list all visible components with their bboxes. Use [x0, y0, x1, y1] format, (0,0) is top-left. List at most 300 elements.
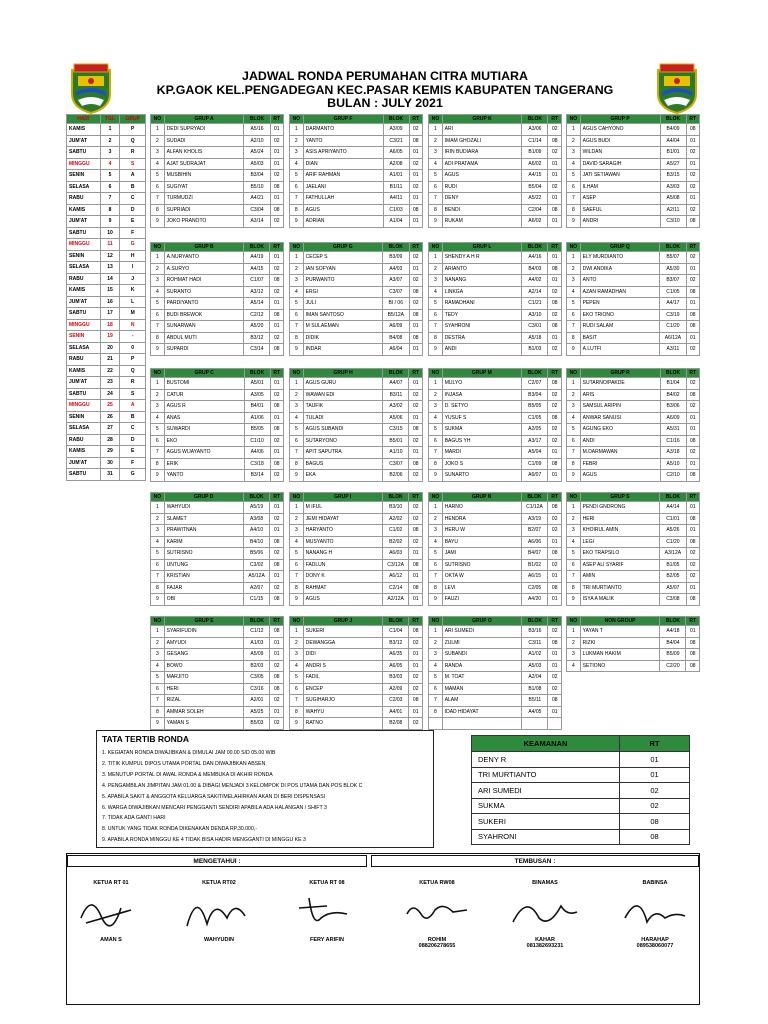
group-member-row	[429, 559, 562, 571]
member-no: 9	[567, 344, 581, 356]
member-name: ILHAM	[580, 181, 660, 193]
handwritten-signature	[397, 888, 477, 932]
group-member-row	[151, 548, 284, 560]
member-name: BAGUS YH	[442, 435, 521, 447]
signatory-phone: 081382693231	[526, 943, 564, 949]
calendar-cell: JUM'AT	[67, 457, 101, 469]
group-member-row	[567, 216, 700, 228]
empty-cell	[548, 718, 562, 730]
member-name: ZULMI	[442, 637, 522, 649]
member-name: RANDA	[442, 660, 522, 672]
calendar-row	[67, 124, 146, 136]
member-rt: 01	[270, 649, 284, 661]
group-member-row	[151, 718, 284, 730]
signature-block	[615, 880, 695, 949]
calendar-cell: SENIN	[67, 411, 101, 423]
group-member-row	[567, 502, 700, 514]
member-name: NANANG	[442, 275, 522, 287]
group-member-row	[567, 275, 700, 287]
member-rt: 01	[270, 637, 284, 649]
member-blok: A4/19	[244, 252, 270, 264]
member-rt: 08	[548, 412, 562, 424]
member-name: APIT SAPUTRA	[303, 447, 383, 459]
mengetahui-label: MENGETAHUI :	[67, 855, 367, 867]
member-rt: 01	[409, 412, 423, 424]
col-no-header: NO	[567, 617, 581, 626]
member-blok: B3/06	[660, 401, 686, 413]
group-member-row	[151, 193, 284, 205]
calendar-cell: K	[120, 285, 146, 297]
member-blok: A4/07	[383, 378, 409, 390]
member-rt: 08	[270, 536, 284, 548]
signature-section	[66, 853, 700, 1005]
member-name: M. TOAT	[442, 672, 522, 684]
calendar-cell: 20	[100, 342, 120, 354]
group-member-row	[151, 401, 284, 413]
group-member-row	[290, 660, 423, 672]
member-no: 4	[567, 536, 581, 548]
group-member-row	[429, 458, 562, 470]
member-name: PENDI GNDRONG	[580, 502, 660, 514]
member-no: 8	[290, 458, 304, 470]
calendar-cell: SELASA	[67, 342, 101, 354]
member-name: FADIL	[303, 672, 382, 684]
calendar-row	[67, 377, 146, 389]
member-rt: 01	[686, 525, 699, 537]
member-blok: B2/08	[383, 718, 409, 730]
group-table	[566, 114, 700, 228]
group-header-row	[290, 493, 423, 502]
member-no: 9	[290, 216, 304, 228]
member-rt: 02	[409, 470, 423, 482]
member-name: ASIS APRIYANTO	[303, 147, 383, 159]
col-no-header: NO	[567, 243, 581, 252]
member-name: LINKGA	[442, 286, 522, 298]
col-no-header: NO	[567, 369, 581, 378]
member-blok: C3/19	[660, 309, 686, 321]
signature-block	[505, 880, 585, 949]
member-rt: 01	[409, 594, 423, 606]
calendar-row	[67, 388, 146, 400]
member-blok: A3/18	[660, 447, 686, 459]
group-member-row	[290, 135, 423, 147]
member-blok: A5/27	[660, 158, 686, 170]
calendar-row	[67, 411, 146, 423]
col-rt-header: RT	[686, 617, 700, 626]
group-member-row	[429, 204, 562, 216]
group-table	[566, 616, 700, 672]
member-name: ISYA A MALIK	[580, 594, 660, 606]
member-name: AGUS	[303, 594, 382, 606]
member-blok: B3/04	[522, 389, 548, 401]
member-no: 3	[290, 525, 304, 537]
member-rt: 08	[686, 536, 699, 548]
member-rt: 01	[548, 170, 562, 182]
member-no: 4	[290, 412, 304, 424]
member-blok: B3/03	[383, 672, 409, 684]
group-member-row	[290, 502, 423, 514]
group-member-row	[429, 193, 562, 205]
group-member-row	[151, 170, 284, 182]
calendar-header-cell: GRUP	[120, 115, 146, 124]
group-member-row	[567, 548, 700, 560]
group-member-row	[290, 309, 423, 321]
member-blok: A3/14	[244, 216, 270, 228]
member-name: IMAM GHOZALI	[442, 135, 522, 147]
member-blok: C1/03	[383, 204, 409, 216]
member-no: 6	[151, 181, 165, 193]
group-member-row	[567, 181, 700, 193]
member-blok: B3/15	[660, 170, 686, 182]
member-name: AGUS	[303, 204, 383, 216]
member-name: RAHMAT	[303, 582, 382, 594]
member-rt: 01	[270, 321, 284, 333]
member-blok: B1/08	[522, 683, 548, 695]
member-name: AGUS	[442, 170, 522, 182]
member-name: BUDI BREWOK	[164, 309, 244, 321]
member-rt: 02	[409, 637, 423, 649]
group-member-row	[151, 309, 284, 321]
security-row	[472, 829, 690, 845]
group-member-row	[567, 582, 700, 594]
calendar-row	[67, 216, 146, 228]
group-member-row	[429, 158, 562, 170]
member-name: PRAWITNAN	[164, 525, 243, 537]
member-rt: 02	[686, 559, 699, 571]
member-rt: 02	[686, 275, 699, 287]
group-table	[428, 616, 562, 730]
member-name: M IFUL	[303, 502, 382, 514]
group-member-row	[151, 204, 284, 216]
member-rt: 08	[409, 525, 423, 537]
group-name: GRUP F	[303, 115, 383, 124]
calendar-cell: N	[120, 319, 146, 331]
signatory-name: AMAN S	[100, 937, 122, 943]
member-blok: C2/14	[382, 582, 409, 594]
group-member-row	[567, 447, 700, 459]
member-no: 8	[429, 458, 443, 470]
member-no: 2	[429, 135, 443, 147]
col-no-header: NO	[290, 617, 304, 626]
group-member-row	[567, 344, 700, 356]
member-blok: B5/11	[522, 695, 548, 707]
member-no: 5	[151, 298, 165, 310]
member-name: AMMAR SOLEH	[164, 706, 244, 718]
col-no-header: NO	[429, 243, 443, 252]
tangerang-emblem-icon	[656, 62, 698, 114]
calendar-row	[67, 308, 146, 320]
member-rt: 01	[409, 216, 423, 228]
member-no: 2	[151, 263, 165, 275]
member-no: 7	[151, 571, 165, 583]
member-name: SUKERI	[303, 626, 382, 638]
group-table	[150, 368, 284, 482]
member-rt: 01	[548, 447, 562, 459]
member-no: 6	[290, 435, 304, 447]
handwritten-signature	[287, 888, 367, 932]
group-member-row	[567, 594, 700, 606]
group-member-row	[290, 298, 423, 310]
member-no: 3	[429, 525, 443, 537]
member-no: 9	[429, 470, 443, 482]
member-name: RIZAL	[164, 695, 244, 707]
group-member-row	[290, 170, 423, 182]
member-rt: 08	[270, 309, 284, 321]
member-name: AGUS CAHYONO	[580, 124, 660, 136]
member-name: MUSBIHIN	[164, 170, 244, 182]
member-blok: A6/02	[522, 158, 548, 170]
group-header-row	[290, 115, 423, 124]
group-member-row	[567, 170, 700, 182]
calendar-cell: KAMIS	[67, 446, 101, 458]
security-row	[472, 752, 690, 768]
group-member-row	[567, 571, 700, 583]
calendar-cell: Q	[120, 365, 146, 377]
handwritten-signature	[71, 888, 151, 932]
member-no: 2	[567, 135, 581, 147]
group-member-row	[429, 263, 562, 275]
member-rt: 01	[686, 263, 699, 275]
member-no: 5	[429, 672, 443, 684]
member-blok: A4/01	[383, 706, 409, 718]
member-blok: A6/05	[383, 147, 409, 159]
calendar-cell: 3	[100, 147, 120, 159]
member-rt: 01	[409, 147, 423, 159]
member-blok: A3/07	[383, 275, 410, 287]
member-name: AMYUDI	[164, 637, 244, 649]
member-no: 5	[151, 424, 165, 436]
group-header-row	[151, 617, 284, 626]
group-member-row	[567, 525, 700, 537]
group-member-row	[290, 447, 423, 459]
group-member-row	[429, 332, 562, 344]
member-blok: A3/09	[383, 124, 409, 136]
member-name: KARIM	[164, 536, 243, 548]
member-no: 4	[429, 660, 443, 672]
member-rt: 02	[409, 536, 423, 548]
member-blok: A5/26	[660, 525, 686, 537]
calendar-cell: 21	[100, 354, 120, 366]
group-name: GRUP D	[164, 493, 243, 502]
calendar-row	[67, 204, 146, 216]
member-blok: A4/03	[383, 263, 410, 275]
member-name: BAYU	[442, 536, 521, 548]
member-blok: B3/04	[244, 170, 270, 182]
member-rt: 08	[270, 683, 284, 695]
signatory-phone: 088206278655	[418, 943, 456, 949]
member-name: CECEP S	[303, 252, 382, 264]
calendar-cell: Q	[120, 135, 146, 147]
member-rt: 02	[686, 344, 699, 356]
member-no: 1	[290, 124, 304, 136]
member-no: 6	[567, 435, 581, 447]
member-blok: A5/10	[660, 458, 686, 470]
member-rt: 02	[548, 124, 562, 136]
group-member-row	[151, 158, 284, 170]
rule-item: 7. TIDAK ADA GANTI HARI	[102, 815, 166, 822]
rule-item: 9. APABILA RONDA MINGGU KE 4 TIDAK BISA HADIR MENGGANTI DI MINGGU KE 3	[102, 837, 306, 844]
member-rt: 01	[270, 378, 283, 390]
member-rt: 08	[548, 637, 562, 649]
group-member-row	[151, 412, 284, 424]
member-blok: A6/03	[382, 548, 409, 560]
member-no: 5	[290, 548, 304, 560]
member-rt: 08	[409, 559, 423, 571]
member-no: 5	[567, 548, 581, 560]
group-header-row	[567, 115, 700, 124]
member-blok: C3/14	[244, 344, 270, 356]
col-rt-header: RT	[548, 369, 562, 378]
calendar-cell: 31	[100, 469, 120, 481]
member-blok: A5/04	[522, 447, 548, 459]
member-no: 9	[567, 216, 581, 228]
member-blok: C3/04	[244, 204, 270, 216]
member-name: EKO	[164, 435, 244, 447]
member-rt: 02	[548, 672, 562, 684]
col-rt-header: RT	[270, 493, 284, 502]
group-name: GRUP M	[442, 369, 521, 378]
member-name: PARDIYANTO	[164, 298, 244, 310]
group-table	[566, 368, 700, 482]
member-no: 7	[429, 321, 443, 333]
member-rt: 01	[548, 158, 562, 170]
member-rt: 08	[270, 204, 284, 216]
member-name: DIAN	[303, 158, 383, 170]
member-no: 5	[567, 170, 581, 182]
member-rt: 08	[409, 286, 422, 298]
member-blok: A5/03	[522, 660, 548, 672]
member-rt: 02	[270, 170, 284, 182]
group-member-row	[290, 695, 423, 707]
member-name: MARDI	[442, 447, 521, 459]
member-rt: 08	[686, 309, 699, 321]
member-blok: A3/12A	[660, 548, 686, 560]
member-blok: A5/01	[244, 378, 270, 390]
member-blok: A6/09	[383, 321, 410, 333]
title-line-3: BULAN : JULY 2021	[327, 96, 443, 110]
member-blok: C1/04	[383, 626, 409, 638]
member-blok: A4/04	[660, 135, 686, 147]
member-blok: A5/30	[660, 263, 686, 275]
group-member-row	[151, 525, 284, 537]
group-member-row	[151, 502, 284, 514]
group-member-row	[429, 170, 562, 182]
calendar-cell: 28	[100, 434, 120, 446]
member-blok: B1/01	[660, 147, 686, 159]
member-rt: 08	[686, 216, 699, 228]
member-no: 3	[567, 401, 581, 413]
member-blok: A4/17	[660, 298, 686, 310]
member-no: 1	[567, 378, 581, 390]
group-table	[428, 368, 562, 482]
col-blok-header: BLOK	[521, 493, 548, 502]
member-rt: 08	[270, 672, 284, 684]
group-member-row	[151, 263, 284, 275]
member-blok: A4/06	[244, 447, 270, 459]
group-member-row	[290, 124, 423, 136]
group-name: GRUP Q	[580, 243, 660, 252]
calendar-cell: R	[120, 147, 146, 159]
member-name: ALFAN KHOLIS	[164, 147, 244, 159]
member-name: SAMSUL ARIPIN	[580, 401, 660, 413]
member-no: 9	[151, 344, 165, 356]
calendar-cell: 25	[100, 400, 120, 412]
member-no: 9	[429, 216, 443, 228]
calendar-cell: C	[120, 193, 146, 205]
group-member-row	[429, 649, 562, 661]
group-member-row	[429, 683, 562, 695]
member-blok: C2/10	[660, 470, 686, 482]
member-rt: 01	[548, 193, 562, 205]
member-blok: A5/07	[660, 582, 686, 594]
calendar-row	[67, 342, 146, 354]
member-no: 7	[290, 193, 304, 205]
group-member-row	[151, 332, 284, 344]
member-name: RUKAM	[442, 216, 522, 228]
member-rt: 08	[686, 637, 700, 649]
member-no: 9	[429, 344, 443, 356]
member-rt: 02	[548, 525, 562, 537]
member-name: M SULAEMAN	[303, 321, 382, 333]
col-blok-header: BLOK	[244, 617, 270, 626]
member-rt: 01	[409, 263, 422, 275]
col-blok-header: BLOK	[382, 493, 409, 502]
group-member-row	[429, 321, 562, 333]
group-member-row	[151, 321, 284, 333]
member-name: ASEP	[580, 193, 660, 205]
member-rt: 01	[686, 502, 699, 514]
member-no: 1	[151, 378, 165, 390]
member-blok: B1/02	[521, 559, 548, 571]
member-name: MUSYANTO	[303, 536, 382, 548]
member-no: 4	[151, 286, 165, 298]
security-rt: 02	[620, 783, 690, 799]
group-table	[289, 242, 423, 356]
member-blok: C1/02	[382, 525, 409, 537]
member-name: IDAD HIDAYAT	[442, 706, 522, 718]
signatory-role: KETUA RT 01	[93, 880, 129, 886]
member-rt: 08	[409, 695, 423, 707]
member-name: PEPEN	[580, 298, 660, 310]
member-rt: 08	[270, 424, 283, 436]
calendar-cell: B	[120, 411, 146, 423]
group-member-row	[290, 536, 423, 548]
group-member-row	[429, 637, 562, 649]
member-rt: 01	[270, 124, 284, 136]
member-name: ARIF RAHMAN	[303, 170, 383, 182]
member-blok: A1/03	[244, 637, 270, 649]
member-no: 4	[567, 660, 581, 672]
member-no: 4	[290, 660, 304, 672]
member-no: 7	[567, 571, 581, 583]
member-name: ERIK	[164, 458, 244, 470]
member-rt: 01	[409, 571, 423, 583]
member-blok: A5/18	[522, 332, 548, 344]
col-rt-header: RT	[686, 243, 699, 252]
member-no: 8	[151, 706, 165, 718]
member-name: FEBRI	[580, 458, 660, 470]
member-no: 2	[290, 263, 304, 275]
member-rt: 02	[548, 389, 562, 401]
rule-item: 1. KEGIATAN RONDA DIWAJIBKAN & DIMULAI JAM 00.00 S/D 05.00 WIB	[102, 750, 276, 756]
member-blok: C2/07	[522, 378, 548, 390]
member-no: 4	[567, 412, 581, 424]
member-name: INJASA	[442, 389, 521, 401]
member-rt: 02	[409, 718, 423, 730]
member-blok: C2/05	[521, 582, 548, 594]
group-name: GRUP H	[303, 369, 383, 378]
calendar-header-cell: HARI	[67, 115, 101, 124]
